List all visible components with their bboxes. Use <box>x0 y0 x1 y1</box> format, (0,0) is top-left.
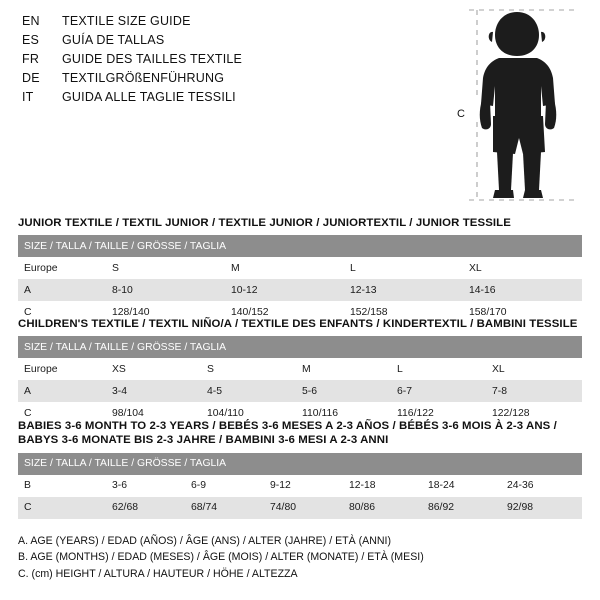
cell: 14-16 <box>463 279 582 301</box>
cell: M <box>296 358 391 380</box>
language-title: TEXTILGRÖßENFÜHRUNG <box>62 71 225 85</box>
table-row <box>18 257 582 279</box>
language-header <box>22 14 452 109</box>
table-header-label: SIZE / TALLA / TAILLE / GRÖSSE / TAGLIA <box>18 235 582 257</box>
cell: 5-6 <box>296 380 391 402</box>
legend-line-a: A. AGE (YEARS) / EDAD (AÑOS) / ÂGE (ANS) / ALTER (JAHRE) / ETÀ (ANNI) <box>18 534 391 547</box>
cell: 24-36 <box>501 475 582 497</box>
cell: 62/68 <box>106 497 185 519</box>
cell: 10-12 <box>225 279 344 301</box>
babies-size-table <box>18 453 582 519</box>
language-code: DE <box>22 71 40 85</box>
section-title: BABIES 3-6 MONTH TO 2-3 YEARS / BEBÉS 3-6 MESES A 2-3 AÑOS / BÉBÉS 3-6 MOIS À 2-3 ANS / BABYS 3-6 MONATE BIS 2-3 JAHRE / BAMBINI 3-6 MESI A 2-3 ANNI <box>18 420 557 447</box>
cell: 9-12 <box>264 475 343 497</box>
legend-line-c: C. (cm) HEIGHT / ALTURA / HAUTEUR / HÖHE / ALTEZZA <box>18 567 298 580</box>
language-row <box>22 90 452 109</box>
cell: 158/170 <box>463 301 582 323</box>
legend-line-b: B. AGE (MONTHS) / EDAD (MESES) / ÂGE (MOIS) / ALTER (MONATE) / ETÀ (MESI) <box>18 551 424 564</box>
silhouette-head <box>495 12 539 56</box>
cell: 7-8 <box>486 380 582 402</box>
section-junior <box>18 216 582 323</box>
silhouette-leg-left <box>497 152 513 190</box>
cell: 74/80 <box>264 497 343 519</box>
cell: 12-18 <box>343 475 422 497</box>
cell: 12-13 <box>344 279 463 301</box>
silhouette-foot-right <box>523 190 543 198</box>
table-row <box>18 380 582 402</box>
silhouette-shorts <box>493 116 545 154</box>
table-header-row <box>18 453 582 475</box>
table-header-row <box>18 336 582 358</box>
silhouette-ear-right <box>541 32 545 42</box>
row-label: C <box>18 497 106 519</box>
cell: XS <box>106 358 201 380</box>
cell: 6-7 <box>391 380 486 402</box>
cell: XL <box>463 257 582 279</box>
language-row <box>22 71 452 90</box>
section-title: CHILDREN'S TEXTILE / TEXTIL NIÑO/A / TEXTILE DES ENFANTS / KINDERTEXTIL / BAMBINI TESSILE <box>18 318 578 330</box>
table-header-label: SIZE / TALLA / TAILLE / GRÖSSE / TAGLIA <box>18 336 582 358</box>
language-row <box>22 14 452 33</box>
cell: XL <box>486 358 582 380</box>
silhouette-ear-left <box>489 32 493 42</box>
silhouette-arm-left <box>480 100 491 129</box>
cell: 92/98 <box>501 497 582 519</box>
children-size-table <box>18 336 582 424</box>
cell: 6-9 <box>185 475 264 497</box>
cell: L <box>391 358 486 380</box>
row-label: Europe <box>18 257 106 279</box>
row-label: A <box>18 279 106 301</box>
silhouette-torso <box>481 58 555 116</box>
cell: 152/158 <box>344 301 463 323</box>
silhouette-arm-right <box>545 100 556 129</box>
row-label: B <box>18 475 106 497</box>
silhouette-foot-left <box>493 190 514 198</box>
cell: 18-24 <box>422 475 501 497</box>
language-title: TEXTILE SIZE GUIDE <box>62 14 191 28</box>
section-title: JUNIOR TEXTILE / TEXTIL JUNIOR / TEXTILE JUNIOR / JUNIORTEXTIL / JUNIOR TESSILE <box>18 217 511 229</box>
table-row <box>18 497 582 519</box>
cell: M <box>225 257 344 279</box>
cell: 110/116 <box>296 402 391 424</box>
language-title: GUIDA ALLE TAGLIE TESSILI <box>62 90 236 104</box>
cell: 98/104 <box>106 402 201 424</box>
language-title: GUIDE DES TAILLES TEXTILE <box>62 52 243 66</box>
cell: L <box>344 257 463 279</box>
section-babies <box>18 419 582 519</box>
table-header-row <box>18 235 582 257</box>
junior-size-table <box>18 235 582 323</box>
cell: S <box>201 358 296 380</box>
cell: 140/152 <box>225 301 344 323</box>
language-title: GUÍA DE TALLAS <box>62 33 165 47</box>
language-code: EN <box>22 14 40 28</box>
language-code: IT <box>22 90 34 104</box>
row-label: A <box>18 380 106 402</box>
cell: 3-4 <box>106 380 201 402</box>
cell: 4-5 <box>201 380 296 402</box>
cell: 80/86 <box>343 497 422 519</box>
cell: 3-6 <box>106 475 185 497</box>
table-row <box>18 279 582 301</box>
language-code: FR <box>22 52 40 66</box>
cell: 68/74 <box>185 497 264 519</box>
table-row <box>18 358 582 380</box>
row-label: C <box>18 301 106 323</box>
section-children <box>18 317 582 424</box>
cell: 104/110 <box>201 402 296 424</box>
cell: 8-10 <box>106 279 225 301</box>
language-row <box>22 33 452 52</box>
cell: S <box>106 257 225 279</box>
row-label: Europe <box>18 358 106 380</box>
silhouette-leg-right <box>523 152 541 190</box>
cell: 122/128 <box>486 402 582 424</box>
cell: 128/140 <box>106 301 225 323</box>
cell: 116/122 <box>391 402 486 424</box>
row-label: C <box>18 402 106 424</box>
table-header-label: SIZE / TALLA / TAILLE / GRÖSSE / TAGLIA <box>18 453 582 475</box>
language-code: ES <box>22 33 40 47</box>
language-row <box>22 52 452 71</box>
cell: 86/92 <box>422 497 501 519</box>
measure-label-c: C <box>457 108 465 120</box>
table-row <box>18 475 582 497</box>
legend <box>18 533 582 582</box>
figure-area <box>455 4 595 204</box>
toddler-silhouette-icon <box>455 4 595 204</box>
